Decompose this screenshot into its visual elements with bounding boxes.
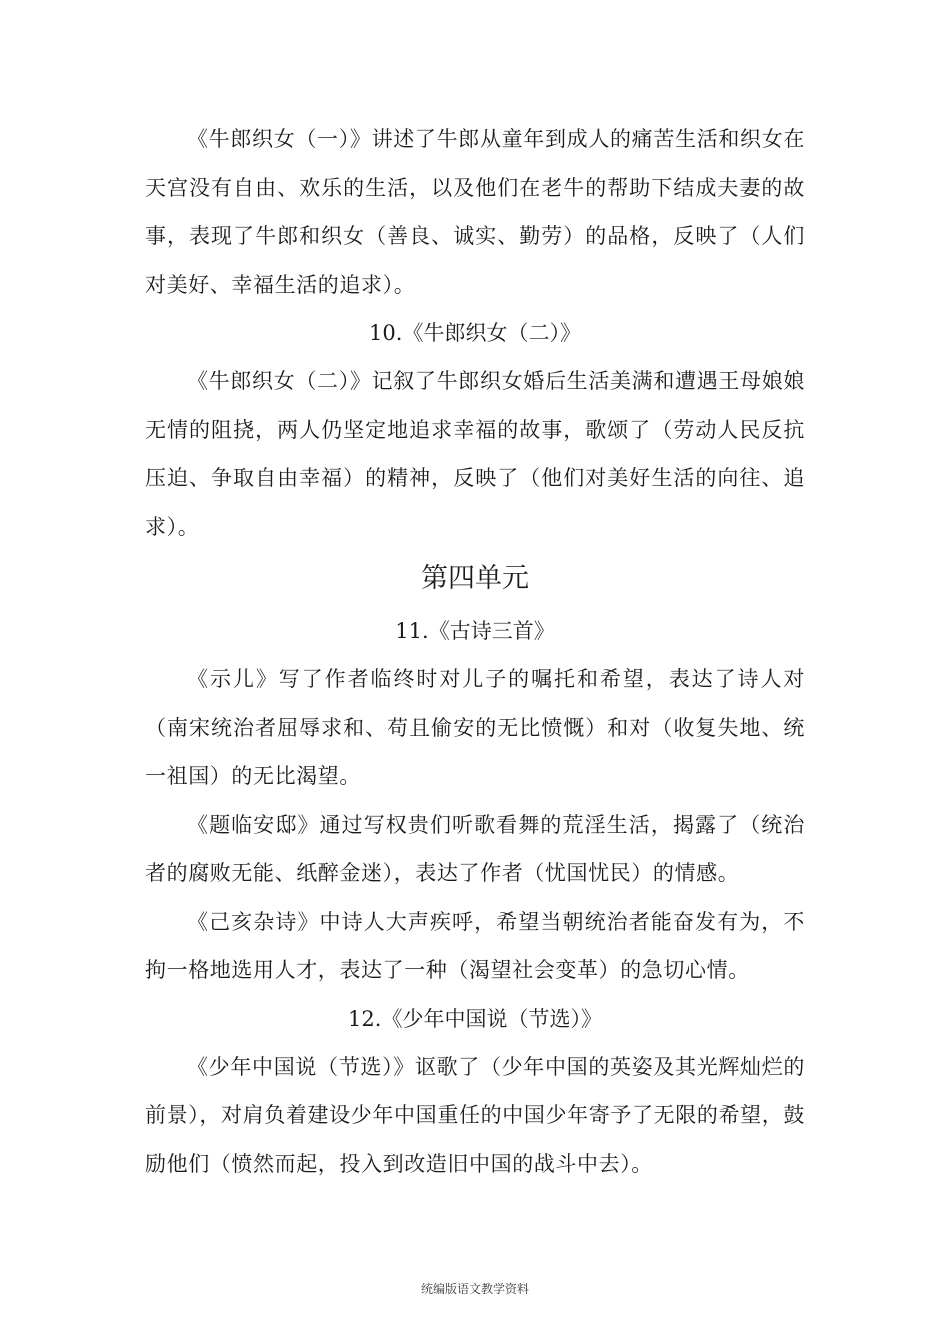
paragraph-ti-linan-di: 《题临安邸》通过写权贵们听歌看舞的荒淫生活，揭露了（统治者的腐败无能、纸醉金迷），表达了作者（忧国忧民）的情感。 xyxy=(145,812,805,885)
paragraph-shaonian-zhongguo: 《少年中国说（节选）》讴歌了（少年中国的英姿及其光辉灿烂的前景），对肩负着建设少年中国重任的中国少年寄予了无限的希望，鼓励他们（愤然而起，投入到改造旧中国的战斗中去）。 xyxy=(145,1054,805,1176)
page-footer: 统编版语文教学资料 xyxy=(420,1282,529,1296)
lesson-12-title: 12.《少年中国说（节选）》 xyxy=(348,1006,602,1031)
paragraph-jihai-zashi: 《己亥杂诗》中诗人大声疾呼，希望当朝统治者能奋发有为，不拘一格地选用人才，表达了一种（渴望社会变革）的急切心情。 xyxy=(145,909,805,982)
paragraph-niulang-2: 《牛郎织女（二）》记叙了牛郎织女婚后生活美满和遭遇王母娘娘无情的阻挠，两人仍坚定地追求幸福的故事，歌颂了（劳动人民反抗压迫、争取自由幸福）的精神，反映了（他们对美好生活的向往、追求）。 xyxy=(145,369,805,539)
paragraph-niulang-1: 《牛郎织女（一）》讲述了牛郎从童年到成人的痛苦生活和织女在天宫没有自由、欢乐的生活，以及他们在老牛的帮助下结成夫妻的故事，表现了牛郎和织女（善良、诚实、勤劳）的品格，反映了（人们对美好、幸福生活的追求）。 xyxy=(145,127,805,297)
lesson-10-title: 10.《牛郎织女（二）》 xyxy=(369,321,581,345)
paragraph-shi-er: 《示儿》写了作者临终时对儿子的嘱托和希望，表达了诗人对（南宋统治者屈辱求和、苟且偷安的无比愤慨）和对（收复失地、统一祖国）的无比渴望。 xyxy=(145,667,805,788)
lesson-11-title: 11.《古诗三首》 xyxy=(395,619,555,643)
page-content xyxy=(145,115,805,1188)
unit-4-heading: 第四单元 xyxy=(421,563,529,594)
